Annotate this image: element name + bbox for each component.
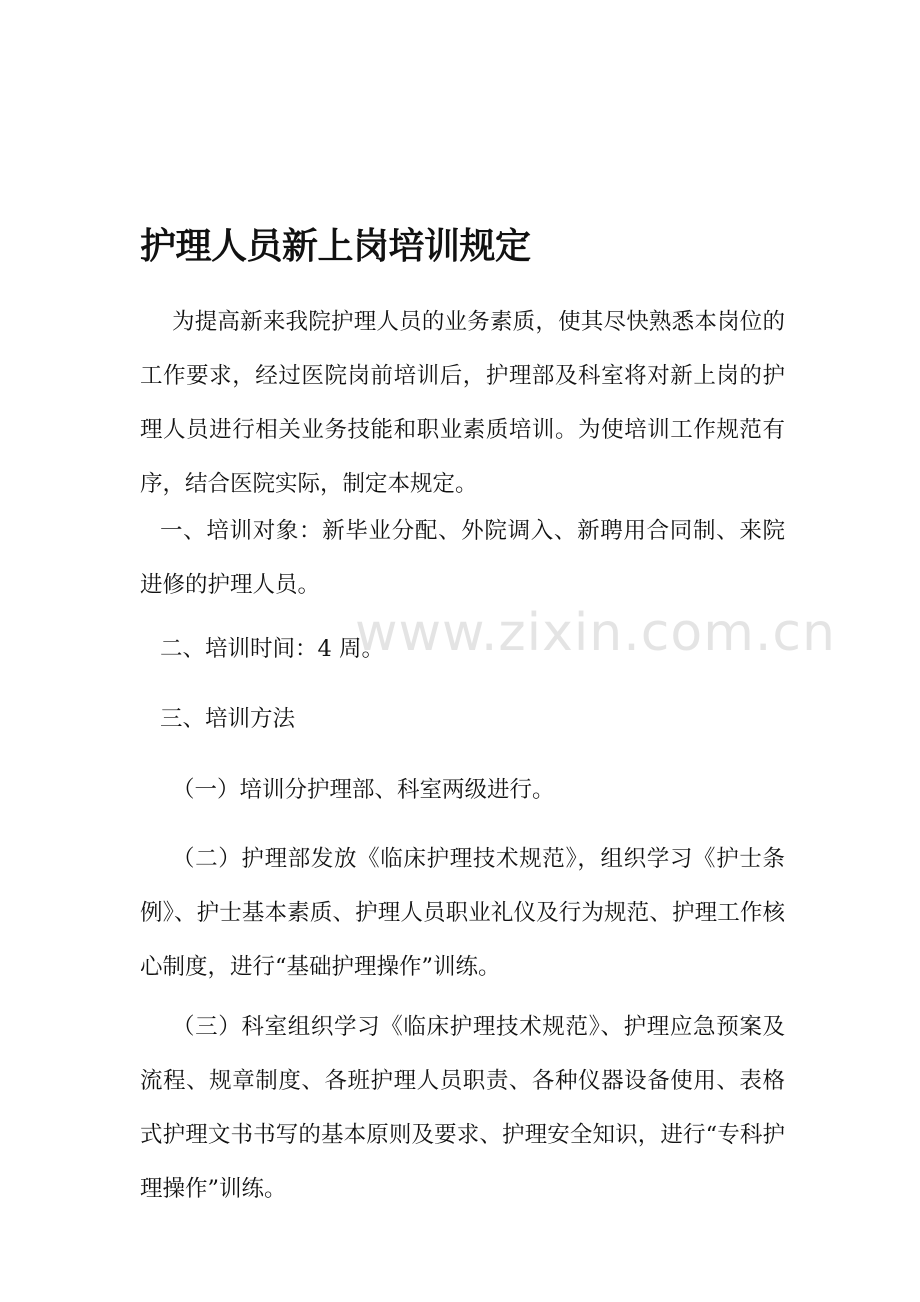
intro-paragraph: 为提高新来我院护理人员的业务素质，使其尽快熟悉本岗位的工作要求，经过医院岗前培训后，护理部及科室将对新上岗的护理人员进行相关业务技能和职业素质培训。为使培训工作规范有序，结合医院实际，制定本规定。	[140, 309, 785, 497]
watermark: www.zixin.com.cn	[355, 603, 836, 663]
section-training-target: 一、培训对象：新毕业分配、外院调入、新聘用合同制、来院进修的护理人员。	[140, 518, 785, 598]
method-item-1: （一）培训分护理部、科室两级进行。	[172, 777, 555, 803]
method-item-3: （三）科室组织学习《临床护理技术规范》、护理应急预案及流程、规章制度、各班护理人员职责、各种仪器设备使用、表格式护理文书书写的基本原则及要求、护理安全知识，进行“专科护理操作”训练。	[140, 1014, 785, 1202]
section-training-method: 三、培训方法	[160, 706, 296, 732]
method-item-2: （二）护理部发放《临床护理技术规范》，组织学习《护士条例》、护士基本素质、护理人员职业礼仪及行为规范、护理工作核心制度，进行“基础护理操作”训练。	[140, 846, 785, 980]
document-title: 护理人员新上岗培训规定	[140, 226, 531, 267]
section-training-time: 二、培训时间：4 周。	[160, 636, 384, 662]
